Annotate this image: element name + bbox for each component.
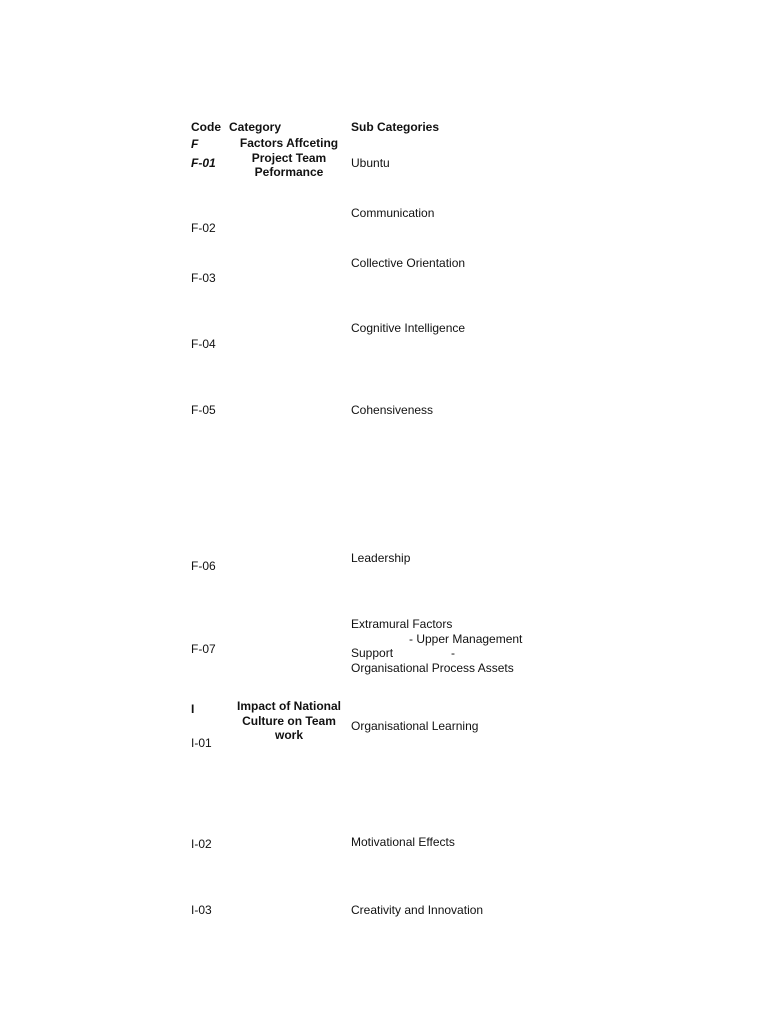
row-sub-category: Ubuntu [351,156,390,170]
row-sub-category: Extramural Factors [351,617,453,631]
row-sub-category: Leadership [351,551,411,565]
group-code-f: F [191,137,199,151]
row-code: I-03 [191,903,212,917]
row-sub-category: Cohensiveness [351,403,434,417]
row-sub-category: Collective Orientation [351,256,466,270]
row-code: I-01 [191,736,212,750]
header-code: Code [191,120,221,134]
group-code-i: I [191,702,195,716]
row-code: I-02 [191,837,212,851]
row-code: F-05 [191,403,216,417]
row-code: F-01 [191,156,216,170]
header-category: Category [229,120,282,134]
row-sub-category: Organisational Learning [351,719,479,733]
sub-line-process-assets: Organisational Process Assets [351,661,514,675]
row-sub-category: Motivational Effects [351,835,455,849]
sub-bullet-dash: - [451,646,455,660]
header-sub-categories: Sub Categories [351,120,440,134]
sub-line-support: Support [351,646,394,660]
row-code: F-03 [191,271,216,285]
row-sub-category: Cognitive Intelligence [351,321,466,335]
row-sub-category: Communication [351,206,435,220]
row-sub-category: Creativity and Innovation [351,903,484,917]
category-f: Factors Affceting Project Team Peformance [239,136,339,179]
category-i: Impact of National Culture on Team work [236,699,341,742]
row-code: F-04 [191,337,216,351]
row-code: F-07 [191,642,216,656]
sub-bullet-upper-management: - Upper Management [409,632,523,646]
row-code: F-02 [191,221,216,235]
row-code: F-06 [191,559,216,573]
